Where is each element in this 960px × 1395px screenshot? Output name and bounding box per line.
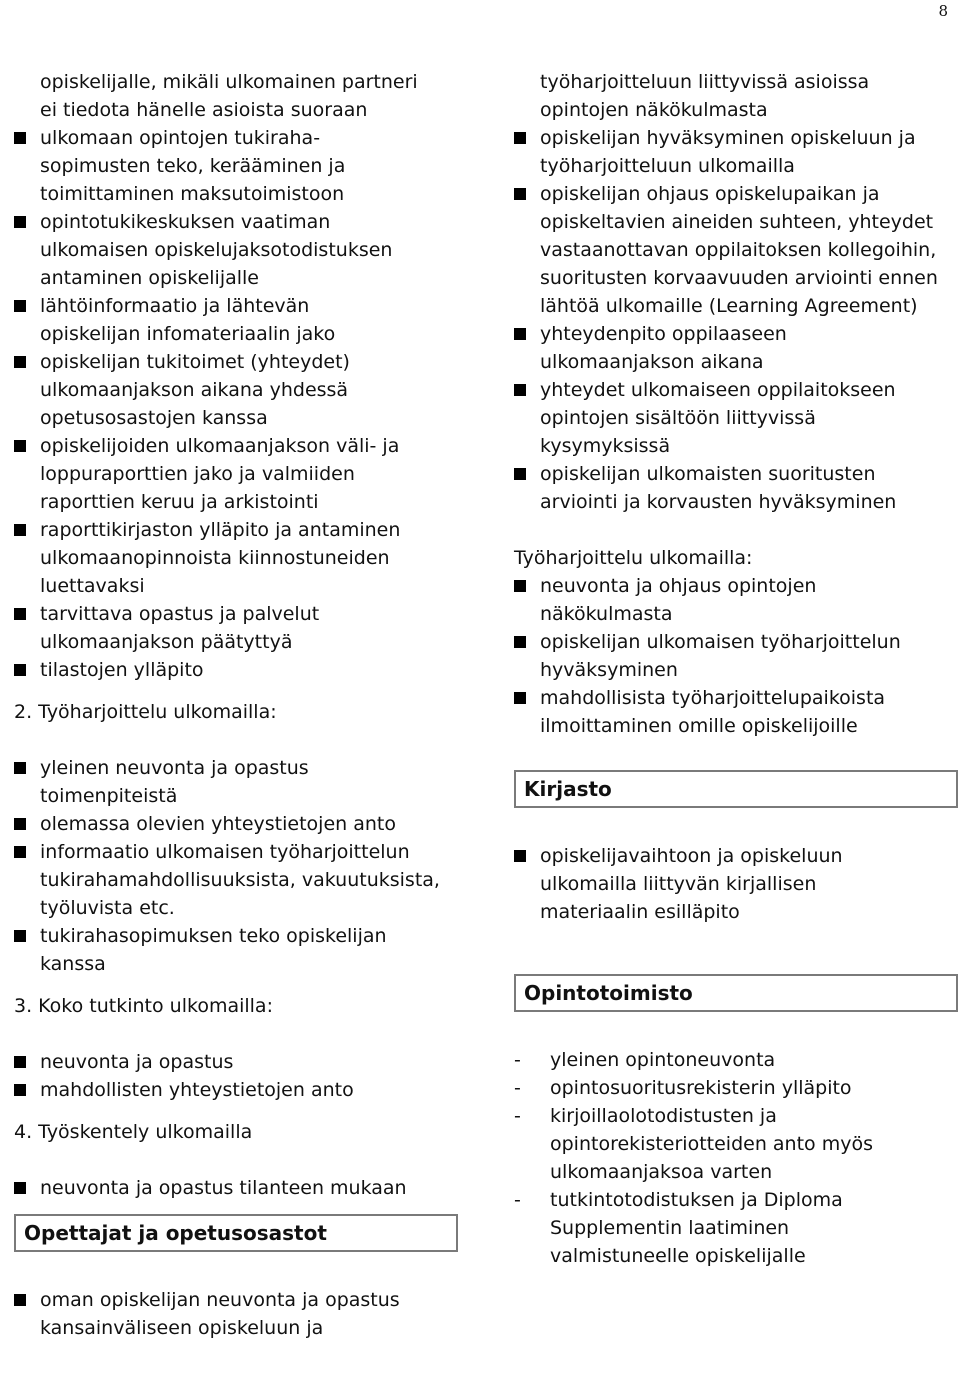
list-item: tilastojen ylläpito — [14, 656, 464, 684]
section-heading-4: 4. Työskentely ulkomailla — [14, 1121, 253, 1143]
square-bullet-icon — [14, 818, 26, 830]
continuation-line: työharjoitteluun liittyvissä asioissa — [540, 71, 870, 93]
dash-bullet: - — [514, 1105, 521, 1127]
square-bullet-icon — [14, 300, 26, 312]
section-heading-3: 3. Koko tutkinto ulkomailla: — [14, 995, 273, 1017]
left-bullet-list-2 — [14, 754, 464, 978]
square-bullet-icon — [14, 608, 26, 620]
sub-heading-tyoharjoittelu: Työharjoittelu ulkomailla: — [514, 547, 753, 569]
continuation-line: ei tiedota hänelle asioista suoraan — [40, 99, 368, 121]
square-bullet-icon — [14, 1294, 26, 1306]
square-bullet-icon — [514, 328, 526, 340]
square-bullet-icon — [14, 524, 26, 536]
list-item: - yleinen opintoneuvonta — [514, 1046, 960, 1074]
list-item: opiskelijan ulkomaisen työharjoittelun hyväksyminen — [514, 628, 960, 684]
list-item: tukirahasopimuksen teko opiskelijan kanssa — [14, 922, 464, 978]
square-bullet-icon — [514, 636, 526, 648]
list-item: olemassa olevien yhteystietojen anto — [14, 810, 464, 838]
square-bullet-icon — [514, 384, 526, 396]
list-item: opiskelijan hyväksyminen opiskeluun ja työharjoitteluun ulkomailla — [514, 124, 960, 180]
square-bullet-icon — [14, 664, 26, 676]
list-item: opiskelijan tukitoimet (yhteydet) ulkomaanjakson aikana yhdessä opetusosastojen kanssa — [14, 348, 464, 432]
section-box-kirjasto: Kirjasto — [514, 770, 958, 808]
square-bullet-icon — [514, 188, 526, 200]
square-bullet-icon — [514, 692, 526, 704]
right-bullet-list-3 — [514, 842, 960, 926]
square-bullet-icon — [514, 468, 526, 480]
page-number: 8 — [938, 2, 948, 20]
list-item: mahdollisten yhteystietojen anto — [14, 1076, 464, 1104]
right-bullet-list-2 — [514, 572, 960, 740]
list-item: opiskelijan ohjaus opiskelupaikan ja opiskeltavien aineiden suhteen, yhteydet vastaanottavan oppilaitoksen kollegoihin, suoritusten korvaavuuden arviointi ennen lähtöä ulkomaille (Learning Agreement) — [514, 180, 960, 320]
list-item: yhteydet ulkomaiseen oppilaitokseen opintojen sisältöön liittyvissä kysymyksissä — [514, 376, 960, 460]
list-item: oman opiskelijan neuvonta ja opastus kansainväliseen opiskeluun ja — [14, 1286, 464, 1342]
square-bullet-icon — [14, 440, 26, 452]
list-item: ulkomaan opintojen tukiraha-sopimusten teko, kerääminen ja toimittaminen maksutoimistoon — [14, 124, 464, 208]
right-dash-list — [514, 1046, 960, 1270]
square-bullet-icon — [14, 930, 26, 942]
square-bullet-icon — [14, 1056, 26, 1068]
square-bullet-icon — [14, 132, 26, 144]
list-item: opiskelijoiden ulkomaanjakson väli- ja loppuraporttien jako ja valmiiden raporttien keruu ja arkistointi — [14, 432, 464, 516]
square-bullet-icon — [14, 356, 26, 368]
right-column — [514, 68, 960, 1270]
list-item: lähtöinformaatio ja lähtevän opiskelijan infomateriaalin jako — [14, 292, 464, 348]
dash-bullet: - — [514, 1189, 521, 1211]
square-bullet-icon — [14, 762, 26, 774]
list-item: - kirjoillaolotodistusten ja opintorekisteriotteiden anto myös ulkomaanjaksoa varten — [514, 1102, 960, 1186]
continuation-line: opintojen näkökulmasta — [540, 99, 768, 121]
list-item: yleinen neuvonta ja opastus toimenpiteistä — [14, 754, 464, 810]
square-bullet-icon — [514, 132, 526, 144]
list-item: opintotukikeskuksen vaatiman ulkomaisen opiskelujaksotodistuksen antaminen opiskelijalle — [14, 208, 464, 292]
left-bullet-list-4 — [14, 1174, 464, 1202]
continuation-line: opiskelijalle, mikäli ulkomainen partneri — [40, 71, 418, 93]
list-item: tarvittava opastus ja palvelut ulkomaanjakson päätyttyä — [14, 600, 464, 656]
left-bullet-list-1 — [14, 124, 464, 684]
list-item: neuvonta ja opastus tilanteen mukaan — [14, 1174, 464, 1202]
list-item: mahdollisista työharjoittelupaikoista ilmoittaminen omille opiskelijoille — [514, 684, 960, 740]
square-bullet-icon — [14, 1084, 26, 1096]
list-item: informaatio ulkomaisen työharjoittelun tukirahamahdollisuuksista, vakuutuksista, työluvista etc. — [14, 838, 464, 922]
right-bullet-list-1 — [514, 124, 960, 516]
dash-bullet: - — [514, 1049, 521, 1071]
section-box-opettajat: Opettajat ja opetusosastot — [14, 1214, 458, 1252]
list-item: - opintosuoritusrekisterin ylläpito — [514, 1074, 960, 1102]
left-bullet-list-5 — [14, 1286, 464, 1342]
square-bullet-icon — [14, 1182, 26, 1194]
list-item: yhteydenpito oppilaaseen ulkomaanjakson aikana — [514, 320, 960, 376]
square-bullet-icon — [14, 846, 26, 858]
left-bullet-list-3 — [14, 1048, 464, 1104]
list-item: - tutkintotodistuksen ja Diploma Supplementin laatiminen valmistuneelle opiskelijalle — [514, 1186, 960, 1270]
list-item: raporttikirjaston ylläpito ja antaminen ulkomaanopinnoista kiinnostuneiden luettavaksi — [14, 516, 464, 600]
section-box-opintotoimisto: Opintotoimisto — [514, 974, 958, 1012]
square-bullet-icon — [14, 216, 26, 228]
section-heading-2: 2. Työharjoittelu ulkomailla: — [14, 701, 277, 723]
left-column — [14, 68, 464, 1342]
list-item: neuvonta ja opastus — [14, 1048, 464, 1076]
square-bullet-icon — [514, 580, 526, 592]
dash-bullet: - — [514, 1077, 521, 1099]
list-item: neuvonta ja ohjaus opintojen näkökulmasta — [514, 572, 960, 628]
square-bullet-icon — [514, 850, 526, 862]
list-item: opiskelijan ulkomaisten suoritusten arviointi ja korvausten hyväksyminen — [514, 460, 960, 516]
list-item: opiskelijavaihtoon ja opiskeluun ulkomailla liittyvän kirjallisen materiaalin esilläpito — [514, 842, 960, 926]
